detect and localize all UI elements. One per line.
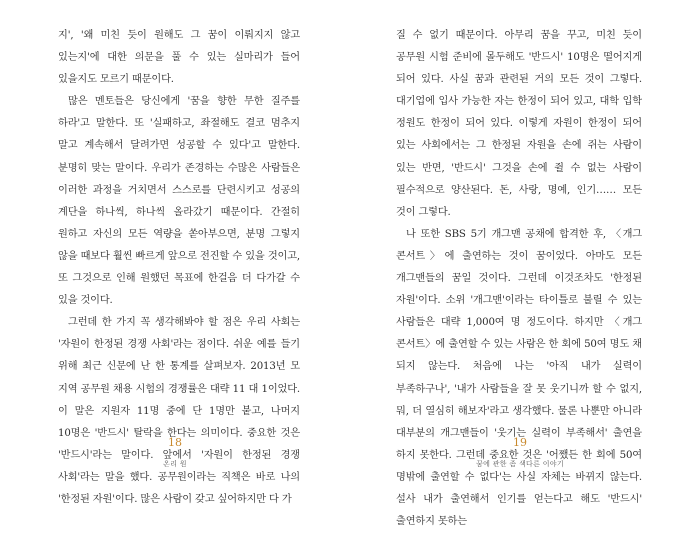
page-number: 19 [513,436,527,449]
running-head: 온리 원 [163,460,187,468]
left-page [0,0,350,524]
paragraph: 많은 멘토들은 당신에게 '꿈을 향한 무한 질주를 하라'고 말한다. 또 '실패하고, 좌절해도 결코 멈추지 말고 계속해서 달려가면 성공할 수 있다'고 말한다. 분명히 맞는 말이다. 우리가 존경하는 수많은 사람들은 이러한 과정을 거치면서 스스로를 단련시키고 성공의 계단을 하나씩, 하나씩 올라갔기 때문이다. 간절히 원하고 자신의 모든 역량을 쏟아부으면, 분명 그렇지 않을 때보다 훨씬 빠르게 앞으로 전진할 수 있을 것이고, 또 그것으로 인해 원했던 목표에 한걸음 더 다가갈 수 있을 것이다. [58,96,300,307]
paragraph: 질 수 없기 때문이다. 아무리 꿈을 꾸고, 미친 듯이 공무원 시험 준비에 몰두해도 '반드시' 10명은 떨어지게 되어 있다. 사실 꿈과 관련된 거의 모든 것이 그렇다. 대기업에 입사 가능한 자는 한정이 되어 있고, 대학 입학 정원도 한정이 되어 있다. 이렇게 자원이 한정이 되어 있는 사회에서는 그 한정된 자원을 손에 쥐는 사람이 있는 반면, '반드시' 그것을 손에 쥘 수 없는 사람이 필수적으로 양산된다. 돈, 사랑, 명예, 인기…… 모든 것이 그렇다. [396,30,642,218]
page-number: 18 [168,436,182,449]
right-page [350,0,700,528]
paragraph: 지', '왜 미친 듯이 원해도 그 꿈이 이뤄지지 않고 있는지'에 대한 의문을 풀 수 있는 실마리가 들어 있을지도 모르기 때문이다. [58,30,300,86]
paragraph: 그런데 한 가지 꼭 생각해봐야 할 점은 우리 사회는 '자원이 한정된 경쟁 사회'라는 점이다. 쉬운 예를 들기 위해 최근 신문에 난 한 통계를 살펴보자. 2013년 모 지역 공무원 채용 시험의 경쟁률은 대략 11 대 1이었다. 이 말은 지원자 11명 중에 단 1명만 붙고, 나머지 10명은 '반드시' 탈락을 한다는 의미이다. 중요한 것은 '반드시'라는 말이다. 앞에서 '자원이 한정된 경쟁 사회'라는 말을 했다. 공무원이라는 직책은 바로 나의 '한정된 자원'이다. 많은 사람이 갖고 싶어하지만 다 가 [58,317,300,505]
right-page-body [396,25,642,533]
running-head: 꿈에 관한 좀 색다른 이야기 [476,460,564,468]
paragraph: 나 또한 SBS 5기 개그맨 공채에 합격한 후, 〈개그 콘서트〉에 출연하는 것이 꿈이었다. 아마도 모든 개그맨들의 꿈일 것이다. 그런데 이것조차도 '한정된 자원'이다. 소위 '개그맨'이라는 타이틀로 불릴 수 있는 사람들은 대략 1,000여 명 정도이다. 하지만 〈개그 콘서트〉에 출연할 수 있는 사람은 한 회에 50여 명도 채 되지 않는다. 처음에 나는 '아직 내가 실력이 부족하구나', '내가 사람들을 잘 못 웃기니까 할 수 없지, 뭐, 더 열심히 해보자'라고 생각했다. 물론 나뿐만 아니라 대부분의 개그맨들이 '웃기는 실력이 부족해서' 출연을 하지 못한다. 그런데 중요한 것은 '어쨌든 한 회에 50여 명밖에 출연할 수 없다'는 사실 자체는 바뀌지 않는다. 설사 내가 출연해서 인기를 얻는다고 해도 '반드시' 출연하지 못하는 [396,228,642,528]
